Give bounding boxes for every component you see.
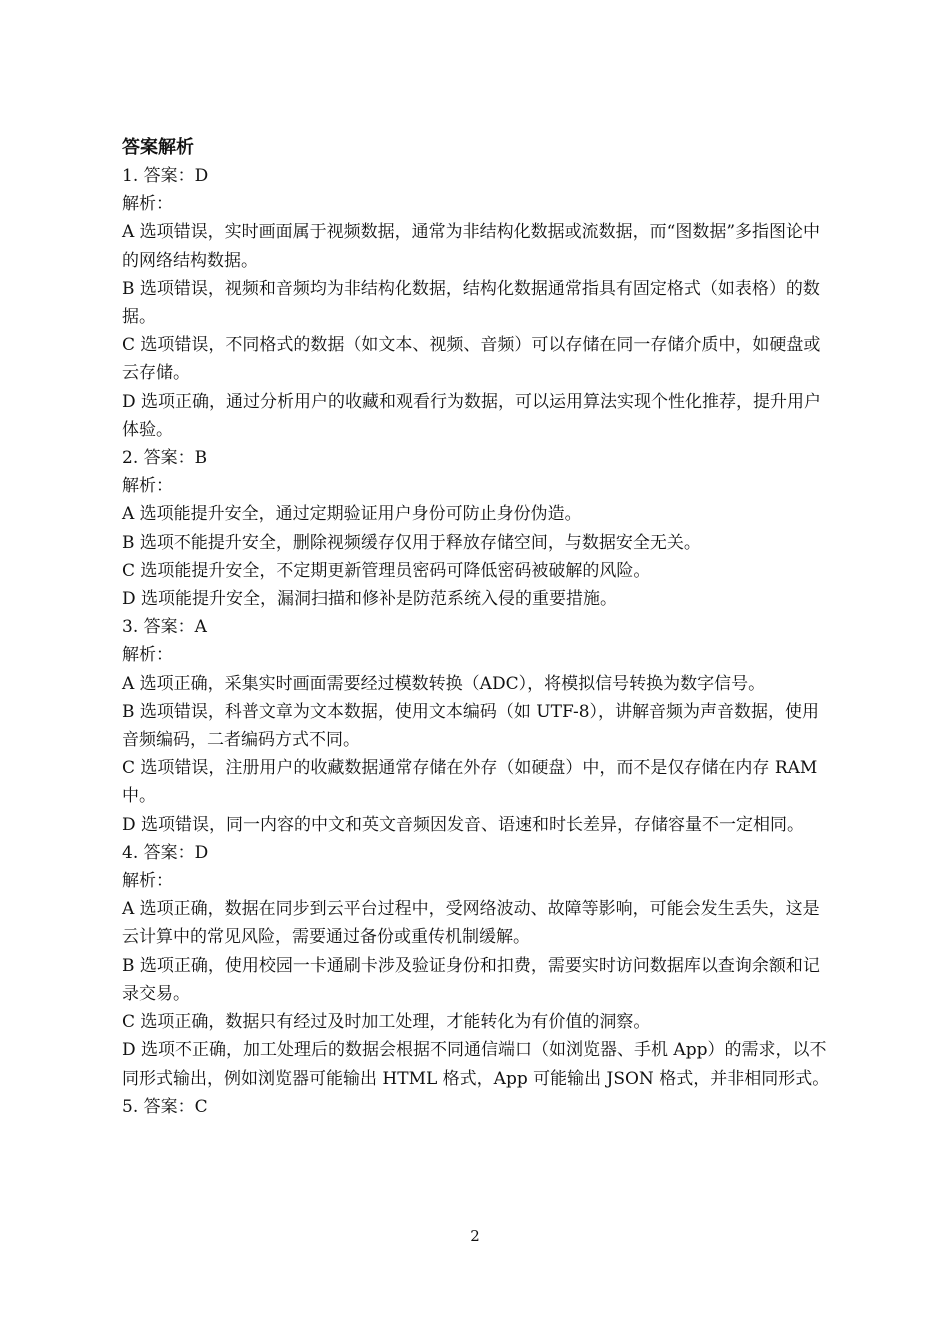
answer-3-option-a: A 选项正确，采集实时画面需要经过模数转换（ADC），将模拟信号转换为数字信号。 bbox=[122, 673, 766, 694]
answer-4-option-a: A 选项正确，数据在同步到云平台过程中，受网络波动、故障等影响，可能会发生丢失，这是云计算中的常见风险，需要通过备份或重传机制缓解。 bbox=[122, 899, 820, 948]
answer-3-option-c: C 选项错误，注册用户的收藏数据通常存储在外存（如硬盘）中，而不是仅存储在内存 RAM 中。 bbox=[122, 758, 823, 807]
answer-2-title: 2. 答案：B bbox=[122, 448, 208, 469]
page-number: 2 bbox=[470, 1227, 480, 1245]
section-heading: 答案解析 bbox=[122, 137, 194, 158]
answer-3-option-b: B 选项错误，科普文章为文本数据，使用文本编码（如 UTF-8），讲解音频为声音数据，使用音频编码，二者编码方式不同。 bbox=[122, 701, 820, 751]
answer-2-option-b: B 选项不能提升安全，删除视频缓存仅用于释放存储空间，与数据安全无关。 bbox=[122, 532, 701, 553]
analysis-label: 解析： bbox=[122, 645, 173, 666]
analysis-label: 解析： bbox=[122, 194, 173, 215]
answer-analysis-section bbox=[122, 134, 830, 1121]
answer-3-option-d: D 选项错误，同一内容的中文和英文音频因发音、语速和时长差异，存储容量不一定相同。 bbox=[122, 814, 805, 835]
answer-1-option-b: B 选项错误，视频和音频均为非结构化数据，结构化数据通常指具有固定格式（如表格）的数据。 bbox=[122, 278, 820, 328]
answer-4-option-c: C 选项正确，数据只有经过及时加工处理，才能转化为有价值的洞察。 bbox=[122, 1012, 651, 1033]
answer-1-option-a: A 选项错误，实时画面属于视频数据，通常为非结构化数据或流数据，而“图数据”多指图论中的网络结构数据。 bbox=[122, 222, 821, 271]
answer-1-option-c: C 选项错误，不同格式的数据（如文本、视频、音频）可以存储在同一存储介质中，如硬盘或云存储。 bbox=[122, 335, 821, 384]
answer-4-option-b: B 选项正确，使用校园一卡通刷卡涉及验证身份和扣费，需要实时访问数据库以查询余额和记录交易。 bbox=[122, 955, 820, 1004]
answer-lines bbox=[122, 162, 830, 1121]
answer-2-option-d: D 选项能提升安全，漏洞扫描和修补是防范系统入侵的重要措施。 bbox=[122, 589, 618, 610]
analysis-label: 解析： bbox=[122, 476, 173, 497]
answer-1-title: 1. 答案：D bbox=[122, 166, 209, 186]
answer-5-title: 5. 答案：C bbox=[122, 1096, 208, 1117]
answer-4-title: 4. 答案：D bbox=[122, 842, 209, 863]
answer-2-option-c: C 选项能提升安全，不定期更新管理员密码可降低密码被破解的风险。 bbox=[122, 560, 651, 581]
answer-4-option-d: D 选项不正确，加工处理后的数据会根据不同通信端口（如浏览器、手机 App）的需求，以不同形式输出，例如浏览器可能输出 HTML 格式，App 可能输出 JSON 格式，并非相同形式。 bbox=[122, 1040, 830, 1089]
answer-2-option-a: A 选项能提升安全，通过定期验证用户身份可防止身份伪造。 bbox=[122, 504, 582, 525]
answer-3-title: 3. 答案：A bbox=[122, 617, 207, 638]
answer-1-option-d: D 选项正确，通过分析用户的收藏和观看行为数据，可以运用算法实现个性化推荐，提升用户体验。 bbox=[122, 391, 822, 440]
analysis-label: 解析： bbox=[122, 871, 173, 892]
